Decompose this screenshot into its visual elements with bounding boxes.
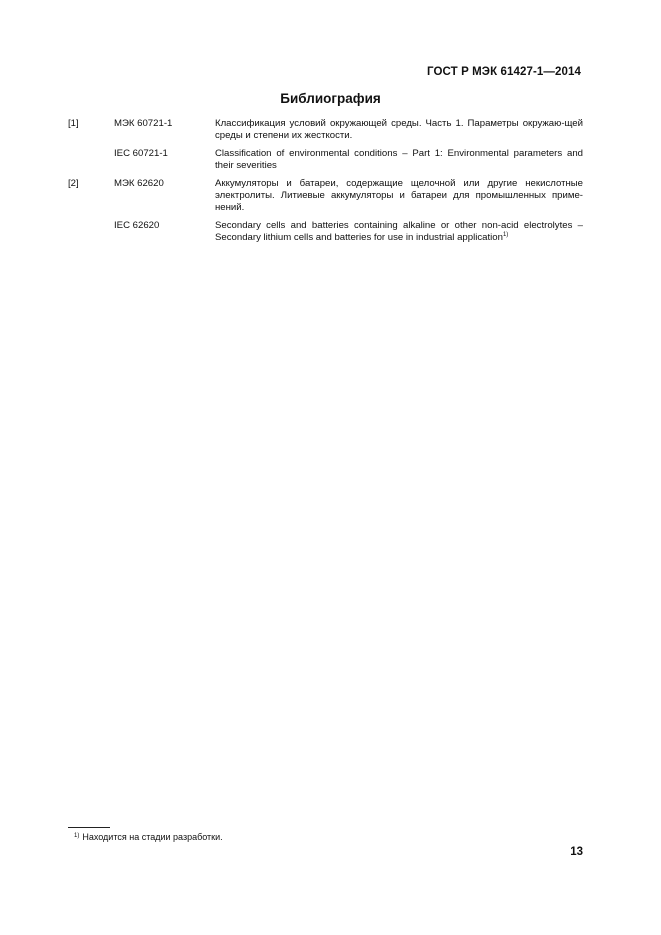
standard-title <box>215 118 583 141</box>
bibliography-row <box>68 118 583 141</box>
standard-code: IEC 62620 <box>114 220 160 232</box>
page-title: Библиография <box>280 91 381 106</box>
standard-code: IEC 60721-1 <box>114 148 168 160</box>
footnote-mark: 1) <box>74 833 80 839</box>
bibliography-list <box>68 118 583 250</box>
bibliography-row <box>68 148 583 171</box>
standard-code: МЭК 60721-1 <box>114 118 173 129</box>
bibliography-row <box>68 178 583 213</box>
bibliography-entry-1 <box>68 118 583 171</box>
footnote-text: Находится на стадии разработки. <box>82 832 223 842</box>
footnote-reference[interactable]: 1) <box>502 231 509 238</box>
entry-number: [2] <box>68 178 79 190</box>
bibliography-row <box>68 220 583 243</box>
bibliography-entry-2 <box>68 178 583 243</box>
standard-title <box>215 178 583 213</box>
standard-code: МЭК 62620 <box>114 178 164 190</box>
standard-title-text: Классификация условий окружающей среды. Часть 1. Параметры окружаю-щей среды и степени их жесткости. <box>215 118 583 141</box>
standard-title-text: Secondary cells and batteries containing alkaline or other non-acid electrolytes – Secondary lithium cells and batteries for use in industrial application <box>215 220 583 243</box>
standard-title-text: Аккумуляторы и батареи, содержащие щелочной или другие некислотные электролиты. Литиевые аккумуляторы и батареи для промышленных приме-нений. <box>215 178 583 213</box>
standard-title <box>215 220 583 243</box>
document-id: ГОСТ Р МЭК 61427-1—2014 <box>427 66 581 78</box>
footnote-divider <box>68 827 110 828</box>
footnote <box>74 832 223 843</box>
page-number: 13 <box>570 846 583 858</box>
entry-number-empty <box>68 148 114 171</box>
entry-number-empty <box>68 220 114 243</box>
entry-number: [1] <box>68 118 79 129</box>
standard-title <box>215 148 583 171</box>
standard-title-text: Classification of environmental conditions – Part 1: Environmental parameters and their severities <box>215 148 583 171</box>
